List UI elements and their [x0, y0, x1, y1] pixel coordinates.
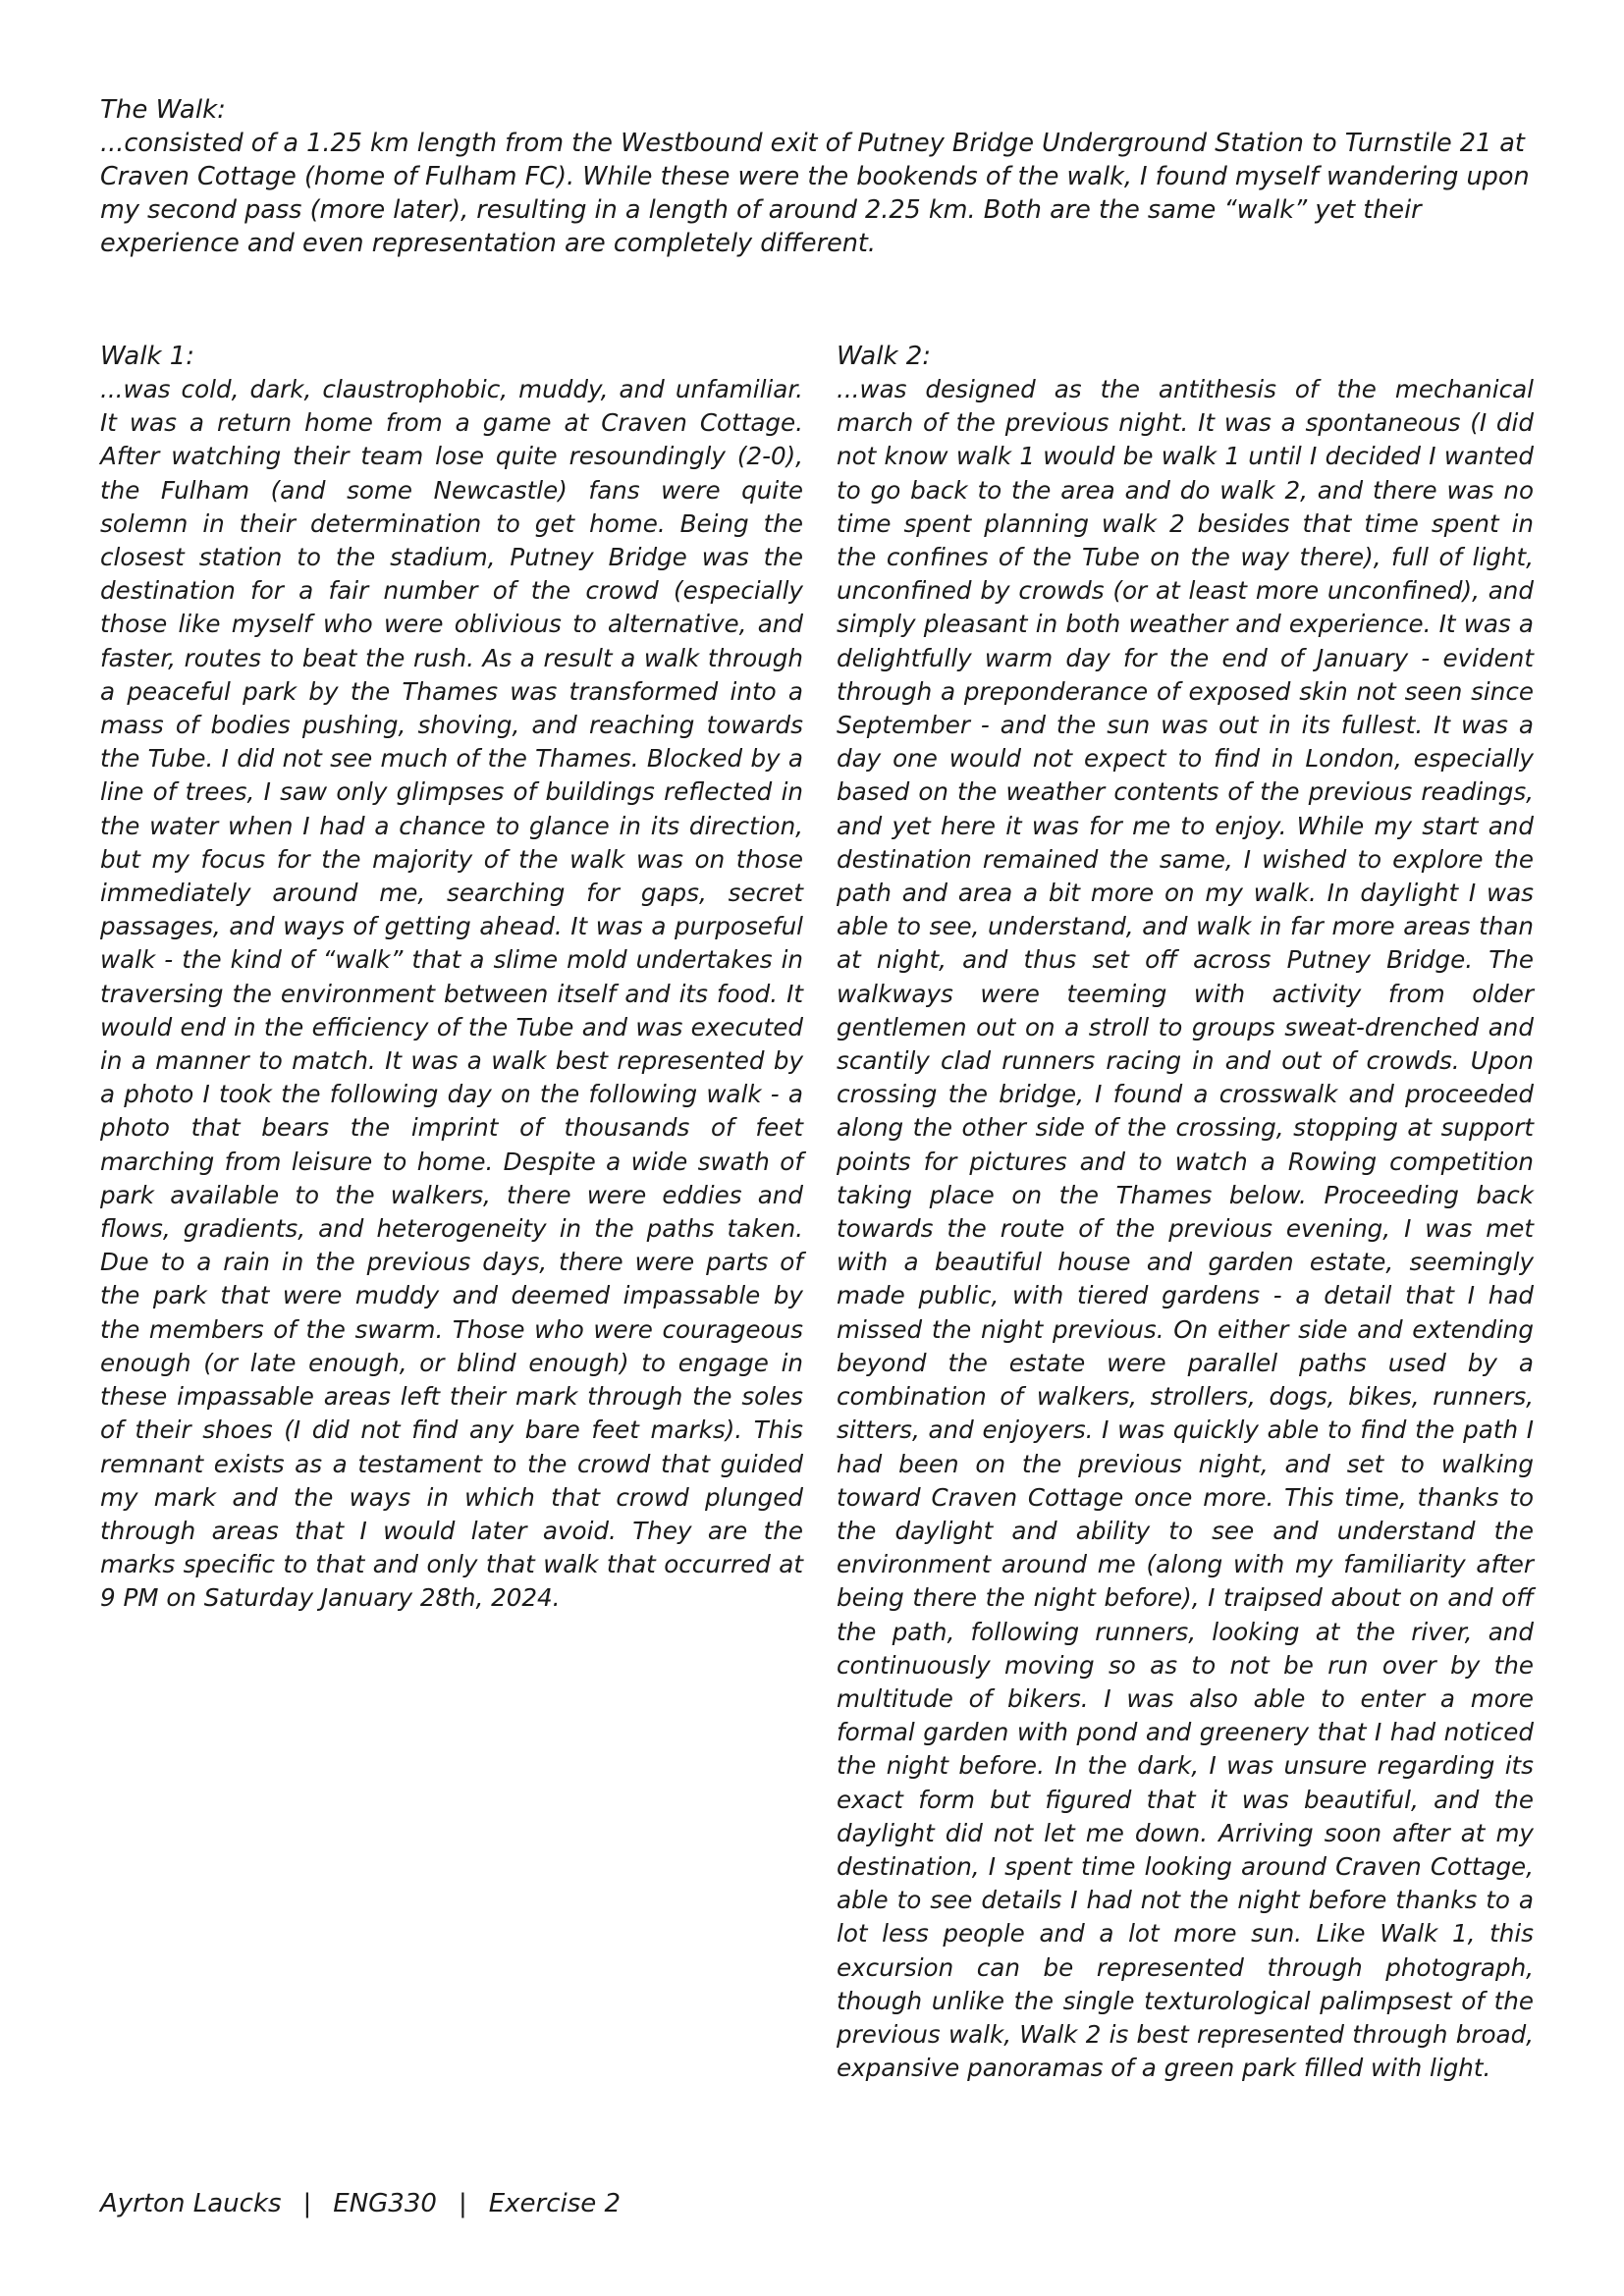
footer-course: ENG330 — [333, 2189, 437, 2218]
footer — [100, 2187, 621, 2220]
footer-author: Ayrton Laucks — [100, 2189, 282, 2218]
walk-1-paragraph: ...was cold, dark, claustrophobic, muddy, and unfamiliar. It was a return home from a game at Craven Cottage. After watching their team lose quite resoundingly (2-0), the Fulham (and some Newcastle) fans were quite solemn in their determination to get home. Being the closest station to the stadium, Putney Bridge was the destination for a fair number of the crowd (especially those like myself who were oblivious to alternative, and faster, routes to beat the rush. As a result a walk through a peaceful park by the Thames was transformed into a mass of bodies pushing, shoving, and reaching towards the Tube. I did not see much of the Thames. Blocked by a line of trees, I saw only glimpses of buildings reflected in the water when I had a chance to glance in its direction, but my focus for the majority of the walk was on those immediately around me, searching for gaps, secret passages, and ways of getting ahead. It was a purposeful walk - the kind of “walk” that a slime mold undertakes in traversing the environment between itself and its food. It would end in the efficiency of the Tube and was executed in a manner to match. It was a walk best represented by a photo I took the following day on the following walk - a photo that bears the imprint of thousands of feet marching from leisure to home. Despite a wide swath of park available to the walkers, there were eddies and flows, gradients, and heterogeneity in the paths taken. Due to a rain in the previous days, there were parts of the park that were muddy and deemed impassable by the members of the swarm. Those who were courageous enough (or late enough, or blind enough) to engage in these impassable areas left their mark through the soles of their shoes (I did not find any bare feet marks). This remnant exists as a testament to the crowd that guided my mark and the ways in which that crowd plunged through areas that I would later avoid. They are the marks specific to that and only that walk that occurred at 9 PM on Saturday January 28th, 2024. — [100, 375, 803, 1613]
footer-separator: | — [458, 2189, 467, 2218]
footer-separator: | — [302, 2189, 312, 2218]
walk-1-title: Walk 1: — [100, 342, 195, 371]
intro-title: The Walk: — [100, 95, 226, 125]
walk-2-column — [837, 340, 1534, 2085]
walk-2-title: Walk 2: — [837, 342, 932, 371]
intro-paragraph: ...consisted of a 1.25 km length from the Westbound exit of Putney Bridge Underground Station to Turnstile 21 at Craven Cottage (home of Fulham FC). While these were the bookends of the walk, I found myself wandering upon my second pass (more later), resulting in a length of around 2.25 km. Both are the same “walk” yet their experience and even representation are completely different. — [100, 129, 1530, 258]
walk-1-column — [100, 340, 803, 1616]
walk-2-paragraph: ...was designed as the antithesis of the mechanical march of the previous night. It was a spontaneous (I did not know walk 1 would be walk 1 until I decided I wanted to go back to the area and do walk 2, and there was no time spent planning walk 2 besides that time spent in the confines of the Tube on the way there), full of light, unconfined by crowds (or at least more unconfined), and simply pleasant in both weather and experience. It was a delightfully warm day for the end of January - evident through a preponderance of exposed skin not seen since September - and the sun was out in its fullest. It was a day one would not expect to find in London, especially based on the weather contents of the previous readings, and yet here it was for me to enjoy. While my start and destination remained the same, I wished to explore the path and area a bit more on my walk. In daylight I was able to see, understand, and walk in far more areas than at night, and thus set off across Putney Bridge. The walkways were teeming with activity from older gentlemen out on a stroll to groups sweat-drenched and scantily clad runners racing in and out of crowds. Upon crossing the bridge, I found a crosswalk and proceeded along the other side of the crossing, stopping at support points for pictures and to watch a Rowing competition taking place on the Thames below. Proceeding back towards the route of the previous evening, I was met with a beautiful house and garden estate, seemingly made public, with tiered gardens - a detail that I had missed the night previous. On either side and extending beyond the estate were parallel paths used by a combination of walkers, strollers, dogs, bikes, runners, sitters, and enjoyers. I was quickly able to find the path I had been on the previous night, and set to walking toward Craven Cottage once more. This time, thanks to the daylight and ability to see and understand the environment around me (along with my familiarity after being there the night before), I traipsed about on and off the path, following runners, looking at the river, and continuously moving so as to not be run over by the multitude of bikers. I was also able to enter a more formal garden with pond and greenery that I had noticed the night before. In the dark, I was unsure regarding its exact form but figured that it was beautiful, and the daylight did not let me down. Arriving soon after at my destination, I spent time looking around Craven Cottage, able to see details I had not the night before thanks to a lot less people and a lot more sun. Like Walk 1, this excursion can be represented through photograph, though unlike the single texturological palimpsest of the previous walk, Walk 2 is best represented through broad, expansive panoramas of a green park filled with light. — [837, 375, 1534, 2083]
footer-assignment: Exercise 2 — [488, 2189, 622, 2218]
